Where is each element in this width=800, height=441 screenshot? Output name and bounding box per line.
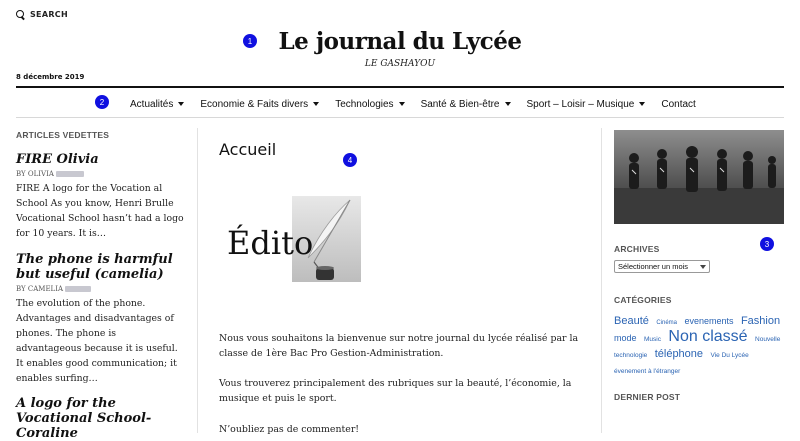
post-title[interactable]: A logo for the Vocational School- Coraline: [16, 396, 152, 441]
search-icon: [16, 10, 25, 19]
sidebar-hero-image[interactable]: [614, 130, 784, 224]
main-content: [219, 140, 589, 159]
post-title[interactable]: The phone is harmful but useful (camelia): [16, 252, 173, 282]
tag-link[interactable]: Beauté: [614, 315, 649, 327]
nav-item-label: Contact: [661, 98, 696, 110]
runners-image: [614, 130, 784, 224]
site-title[interactable]: Le journal du Lycée: [278, 28, 522, 55]
tag-link[interactable]: evenements: [684, 316, 734, 326]
tag-link[interactable]: Cinéma: [656, 320, 678, 326]
featured-post: [16, 252, 184, 386]
site-tagline: LE GASHAYOU: [364, 59, 436, 69]
blurred-name: [56, 171, 84, 177]
column-divider-right: [601, 128, 602, 433]
tag-link[interactable]: Non classé: [668, 328, 748, 345]
search-label: SEARCH: [30, 10, 68, 19]
chevron-down-icon: [399, 102, 405, 106]
nav-item-sante[interactable]: [421, 99, 511, 110]
post-title[interactable]: FIRE Olivia: [16, 152, 99, 167]
nav-item-technologies[interactable]: [335, 99, 404, 110]
content-paragraph: Vous trouverez principalement des rubriques sur la beauté, l’économie, la musique et puis le sport.: [219, 378, 572, 404]
blurred-name: [65, 286, 91, 292]
post-excerpt: FIRE A logo for the Vocation al School As you know, Henri Brulle Vocational School hasn’t had a logo for 10 years. It is…: [16, 183, 184, 239]
welcome-paragraph: Nous vous souhaitons la bienvenue sur notre journal du lycée réalisé par la classe de 1ère Bac Pro Gestion-Administration.: [219, 333, 579, 359]
categories-heading: CATÉGORIES: [614, 295, 672, 305]
header-divider: [16, 86, 784, 88]
byline-text: BY CAMELIA: [16, 285, 64, 293]
chevron-down-icon: [505, 102, 511, 106]
post-byline: [16, 170, 184, 178]
tag-link[interactable]: évenement à l'étranger: [614, 368, 681, 375]
tag-link[interactable]: Fashion: [740, 315, 781, 327]
byline-text: BY OLIVIA: [16, 170, 54, 178]
nav-item-economie[interactable]: [200, 99, 319, 110]
featured-post: [16, 152, 184, 241]
tag-link[interactable]: mode: [614, 333, 637, 343]
category-tag-cloud: [614, 313, 784, 378]
chevron-down-icon: [313, 102, 319, 106]
nav-item-label: Actualités: [130, 98, 174, 110]
nav-item-actualites[interactable]: [130, 99, 184, 110]
marker-2: 2: [95, 95, 109, 109]
featured-post: [16, 396, 184, 441]
nav-item-label: Technologies: [335, 98, 394, 110]
post-excerpt: The evolution of the phone. Advantages and disadvantages of phones. The phone is advantageous because it is useful. It enables good communication; it enables surfing…: [16, 298, 178, 384]
nav-divider: [16, 117, 784, 118]
chevron-down-icon: [178, 102, 184, 106]
nav-item-label: Economie & Faits divers: [200, 98, 309, 110]
chevron-down-icon: [700, 265, 706, 269]
current-date: 8 décembre 2019: [16, 73, 85, 81]
main-nav: [130, 94, 696, 114]
latest-post-heading: DERNIER POST: [614, 392, 681, 402]
archives-select[interactable]: [614, 260, 710, 273]
tag-link[interactable]: technologie: [614, 352, 648, 359]
tag-link[interactable]: Music: [643, 336, 661, 343]
tag-link[interactable]: Nouvelle: [755, 336, 781, 343]
archives-heading: ARCHIVES: [614, 244, 660, 254]
tag-link[interactable]: Vie Du Lycée: [710, 352, 749, 359]
search-toggle[interactable]: [16, 10, 68, 19]
nav-item-label: Sport – Loisir – Musique: [526, 98, 635, 110]
nav-item-label: Santé & Bien-être: [420, 98, 500, 110]
nav-item-contact[interactable]: [661, 99, 695, 110]
column-divider-left: [197, 128, 198, 433]
featured-articles: [16, 130, 184, 441]
tag-link[interactable]: téléphone: [654, 348, 704, 360]
marker-1: 1: [243, 34, 257, 48]
sidebar: [614, 130, 784, 402]
post-byline: [16, 285, 184, 293]
page-title: Accueil: [219, 140, 277, 159]
archives-select-value: Sélectionner un mois: [618, 262, 689, 271]
comment-paragraph: N’oubliez pas de commenter!: [219, 424, 360, 435]
chevron-down-icon: [639, 102, 645, 106]
nav-item-sport[interactable]: [527, 99, 646, 110]
edito-label: Édito: [227, 224, 314, 262]
edito-image: [219, 196, 361, 282]
featured-heading: ARTICLES VEDETTES: [16, 130, 110, 140]
marker-3: 3: [760, 237, 774, 251]
marker-4: 4: [343, 153, 357, 167]
